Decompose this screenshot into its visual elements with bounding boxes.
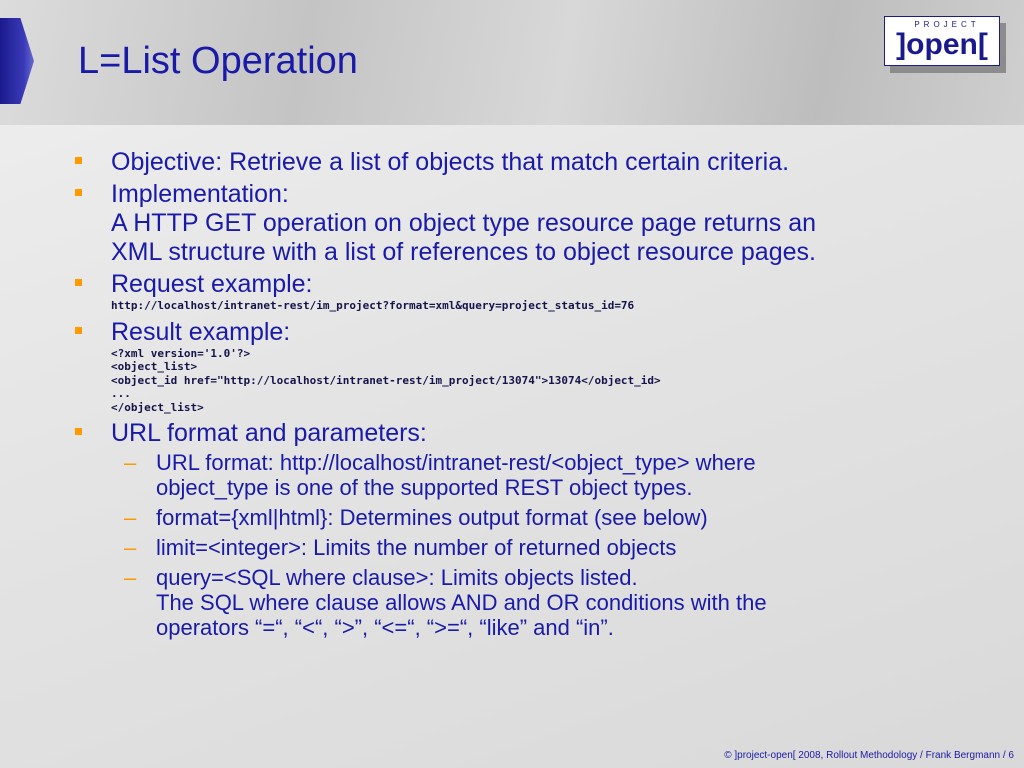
result-code-line: <object_list>: [111, 360, 198, 374]
bullet-marker: [75, 157, 82, 164]
result-code-line: <?xml version='1.0'?>: [111, 346, 251, 360]
header-accent-tab: [0, 18, 34, 104]
bullet-line: Implementation:: [111, 180, 289, 208]
bullet-implementation: [70, 180, 990, 267]
bullet-line: Request example:: [111, 270, 313, 298]
bullet-marker: [75, 279, 82, 286]
sub-bullet-line: limit=<integer>: Limits the number of returned objects: [156, 534, 677, 560]
bullet-line: XML structure with a list of references to object resource pages.: [111, 238, 816, 266]
sub-bullet-url-format: [70, 450, 990, 500]
sub-bullet-query: [70, 565, 990, 640]
slide-footer: © ]project-open[ 2008, Rollout Methodology / Frank Bergmann / 6: [724, 750, 1014, 761]
sub-bullet-limit: [70, 535, 990, 560]
slide-title: L=List Operation: [78, 40, 358, 82]
slide-content: [70, 148, 990, 640]
bullet-line: Result example:: [111, 317, 291, 346]
bullet-line: A HTTP GET operation on object type resource page returns an: [111, 209, 817, 237]
bullet-line: URL format and parameters:: [111, 418, 427, 447]
sub-bullet-line: object_type is one of the supported REST object types.: [156, 474, 693, 500]
bullet-request-example: [70, 270, 990, 313]
sub-bullet-line: URL format: http://localhost/intranet-rest/<object_type> where: [156, 449, 756, 475]
dash-marker: –: [124, 564, 137, 590]
result-code-line: </object_list>: [111, 400, 204, 414]
dash-marker: –: [124, 534, 137, 560]
sub-bullet-line: The SQL where clause allows AND and OR conditions with the: [156, 589, 767, 615]
bullet-marker: [75, 428, 82, 435]
sub-bullet-line: operators “=“, “<“, “>”, “<=“, “>=“, “like” and “in”.: [156, 614, 614, 640]
bullet-url-format: [70, 419, 990, 448]
result-code-line: ...: [111, 387, 131, 401]
sub-bullet-line: format={xml|html}: Determines output format (see below): [156, 504, 708, 530]
sub-bullet-format: [70, 505, 990, 530]
bullet-line: Objective: Retrieve a list of objects that match certain criteria.: [111, 148, 790, 176]
dash-marker: –: [124, 504, 137, 530]
bullet-marker: [75, 327, 82, 334]
sub-bullet-line: query=<SQL where clause>: Limits objects listed.: [156, 564, 638, 590]
logo-main-text: ]open[: [896, 28, 988, 61]
bullet-result-example: [70, 318, 990, 415]
logo-top-text: PROJECT: [914, 20, 980, 29]
slide-header: [0, 0, 1024, 125]
project-open-logo: [884, 16, 1000, 66]
request-url-code: http://localhost/intranet-rest/im_project?format=xml&query=project_status_id=76: [111, 299, 635, 312]
bullet-marker: [75, 189, 82, 196]
dash-marker: –: [124, 449, 137, 475]
result-code-line: <object_id href="http://localhost/intranet-rest/im_project/13074">13074</object_id>: [111, 373, 661, 387]
bullet-objective: [70, 148, 990, 177]
